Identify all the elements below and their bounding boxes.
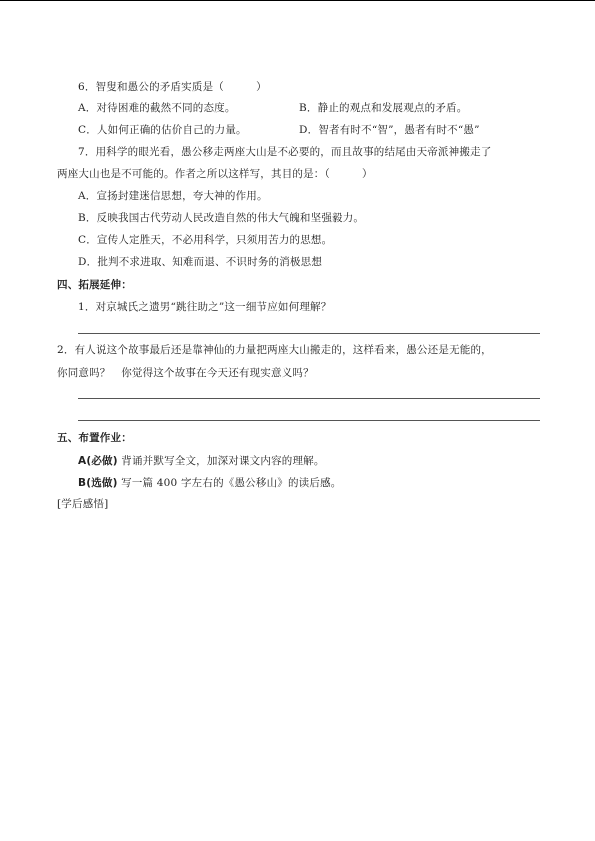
homework-b-text: 写一篇 400 字左右的《愚公移山》的读后感。 xyxy=(121,477,342,489)
homework-b-label: B(选做) xyxy=(78,477,118,489)
q6-option-b: B．静止的观点和发展观点的矛盾。 xyxy=(299,102,468,114)
answer-line-2[interactable] xyxy=(78,398,540,399)
reflection-label: [学后感悟] xyxy=(57,498,109,510)
section4-q2-line1: 2．有人说这个故事最后还是靠神仙的力量把两座大山搬走的，这样看来，愚公还是无能的， xyxy=(57,344,492,356)
q7-option-b: B．反映我国古代劳动人民改造自然的伟大气魄和坚强毅力。 xyxy=(78,212,365,224)
section4-heading: 四、拓展延伸： xyxy=(57,279,132,291)
section4-q1: 1．对京城氏之遗男“跳往助之”这一细节应如何理解？ xyxy=(78,301,332,313)
q7-option-d: D．批判不求进取、知难而退、不识时务的消极思想 xyxy=(78,256,323,268)
q6-option-c: C．人如何正确的估价自己的力量。 xyxy=(78,124,247,136)
section5-heading: 五、布置作业： xyxy=(57,432,132,444)
q6-question: 6．智叟和愚公的矛盾实质是（ ） xyxy=(78,81,267,93)
q7-option-a: A．宣扬封建迷信思想，夸大神的作用。 xyxy=(78,190,268,202)
q6-option-a: A．对待困难的截然不同的态度。 xyxy=(78,102,236,114)
section4-q2-line2: 你同意吗？ 你觉得这个故事在今天还有现实意义吗？ xyxy=(57,367,314,379)
q7-question-line1: 7．用科学的眼光看，愚公移走两座大山是不必要的，而且故事的结尾由天帝派神搬走了 xyxy=(78,146,492,158)
answer-line-3[interactable] xyxy=(78,420,540,421)
homework-a xyxy=(78,454,325,468)
homework-a-text: 背诵并默写全文，加深对课文内容的理解。 xyxy=(121,455,325,467)
q7-question-line2: 两座大山也是不可能的。作者之所以这样写，其目的是：（ ） xyxy=(57,168,373,180)
q6-option-d: D．智者有时不“智”，愚者有时不“愚” xyxy=(299,124,480,136)
homework-b xyxy=(78,476,341,490)
answer-line-1[interactable] xyxy=(78,333,540,334)
page-top-rule xyxy=(0,0,595,1)
q7-option-c: C．宣传人定胜天，不必用科学，只须用苦力的思想。 xyxy=(78,234,333,246)
homework-a-label: A(必做) xyxy=(78,455,118,467)
